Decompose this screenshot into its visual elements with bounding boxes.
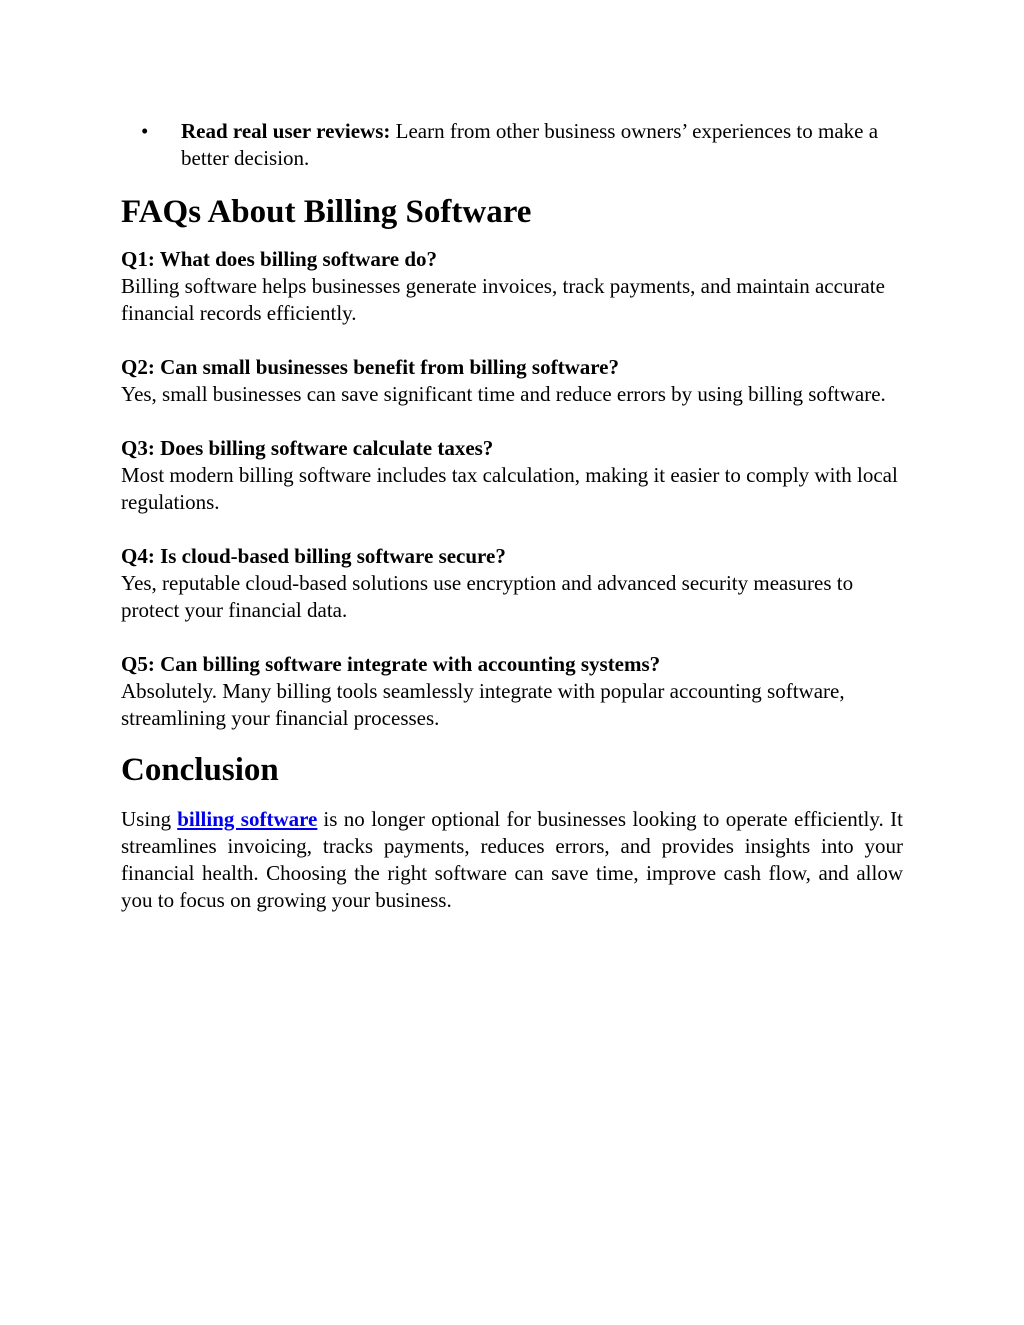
bullet-text: Learn from other business owners’ experiences to make a better decision. xyxy=(181,119,879,170)
conclusion-heading: Conclusion xyxy=(121,752,279,788)
conclusion-prefix: Using xyxy=(121,807,172,831)
faqs-heading: FAQs About Billing Software xyxy=(121,194,532,230)
document-page xyxy=(121,118,903,914)
list-item xyxy=(121,118,903,172)
faq-question: Q5: Can billing software integrate with accounting systems? xyxy=(121,652,661,676)
faq-question: Q3: Does billing software calculate taxes? xyxy=(121,436,494,460)
billing-software-link[interactable]: billing software xyxy=(177,807,318,831)
faq-item-2 xyxy=(121,354,903,408)
conclusion-body: is no longer optional for businesses looking to operate efficiently. It streamlines invoicing, tracks payments, reduces errors, and provides insights into your financial health. Choosing the right software can save time, improve cash flow, and allow you to focus on growing your business. xyxy=(121,807,903,912)
faq-item-1 xyxy=(121,246,903,327)
faq-item-5 xyxy=(121,651,903,732)
conclusion-paragraph xyxy=(121,806,903,914)
bullet-list xyxy=(121,118,903,172)
faq-answer: Absolutely. Many billing tools seamlessly integrate with popular accounting software, streamlining your financial processes. xyxy=(121,679,845,730)
faq-answer: Most modern billing software includes tax calculation, making it easier to comply with local regulations. xyxy=(121,463,898,514)
faq-answer: Billing software helps businesses generate invoices, track payments, and maintain accurate financial records efficiently. xyxy=(121,274,885,325)
faq-item-3 xyxy=(121,435,903,516)
faq-answer: Yes, reputable cloud-based solutions use encryption and advanced security measures to protect your financial data. xyxy=(121,571,854,622)
faq-item-4 xyxy=(121,543,903,624)
bullet-icon: • xyxy=(141,119,149,143)
faq-answer: Yes, small businesses can save significant time and reduce errors by using billing software. xyxy=(121,382,886,406)
faq-question: Q2: Can small businesses benefit from billing software? xyxy=(121,355,619,379)
bullet-bold-label: Read real user reviews: xyxy=(181,119,391,143)
faq-question: Q1: What does billing software do? xyxy=(121,247,438,271)
faq-question: Q4: Is cloud-based billing software secure? xyxy=(121,544,506,568)
